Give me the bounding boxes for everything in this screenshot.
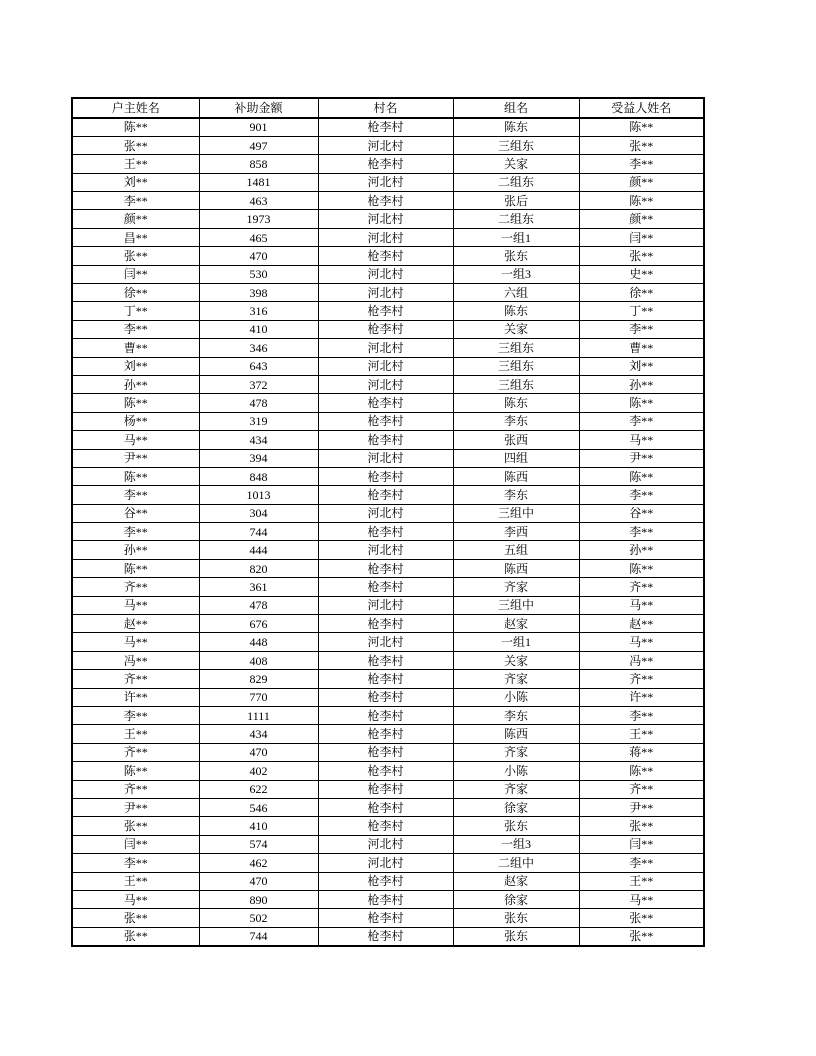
table-row	[72, 504, 704, 522]
table-cell: 河北村	[318, 541, 453, 559]
table-cell: 361	[199, 578, 318, 596]
table-row	[72, 670, 704, 688]
table-cell: 316	[199, 302, 318, 320]
table-cell: 三组东	[453, 357, 579, 375]
header-cell: 村名	[318, 98, 453, 118]
table-cell: 陈东	[453, 394, 579, 412]
table-cell: 李**	[579, 486, 704, 504]
table-cell: 陈**	[579, 559, 704, 577]
table-cell: 三组中	[453, 596, 579, 614]
table-cell: 刘**	[72, 173, 199, 191]
table-cell: 河北村	[318, 633, 453, 651]
table-cell: 齐**	[579, 780, 704, 798]
table-row	[72, 817, 704, 835]
table-cell: 丁**	[579, 302, 704, 320]
table-cell: 马**	[72, 890, 199, 908]
table-cell: 530	[199, 265, 318, 283]
table-row	[72, 872, 704, 890]
table-cell: 一组3	[453, 265, 579, 283]
header-row	[72, 98, 704, 118]
table-cell: 颜**	[72, 210, 199, 228]
table-cell: 李**	[72, 192, 199, 210]
table-cell: 徐**	[579, 284, 704, 302]
table-cell: 枪李村	[318, 798, 453, 816]
table-cell: 张**	[579, 136, 704, 154]
table-cell: 890	[199, 890, 318, 908]
table-row	[72, 320, 704, 338]
table-cell: 马**	[579, 596, 704, 614]
table-cell: 398	[199, 284, 318, 302]
table-cell: 1111	[199, 707, 318, 725]
table-cell: 二组东	[453, 210, 579, 228]
table-cell: 齐**	[579, 670, 704, 688]
table-cell: 陈**	[72, 467, 199, 485]
table-cell: 孙**	[72, 375, 199, 393]
table-cell: 枪李村	[318, 467, 453, 485]
table-row	[72, 615, 704, 633]
table-cell: 赵**	[72, 615, 199, 633]
table-row	[72, 210, 704, 228]
table-cell: 河北村	[318, 854, 453, 872]
table-cell: 陈东	[453, 118, 579, 136]
table-cell: 蒋**	[579, 743, 704, 761]
table-cell: 1481	[199, 173, 318, 191]
table-cell: 李**	[579, 412, 704, 430]
table-cell: 张**	[72, 136, 199, 154]
table-row	[72, 173, 704, 191]
table-cell: 张西	[453, 431, 579, 449]
table-cell: 五组	[453, 541, 579, 559]
table-cell: 枪李村	[318, 118, 453, 136]
table-cell: 张**	[72, 247, 199, 265]
table-cell: 346	[199, 339, 318, 357]
table-row	[72, 798, 704, 816]
table-cell: 一组3	[453, 835, 579, 853]
table-cell: 470	[199, 743, 318, 761]
table-row	[72, 909, 704, 927]
table-cell: 643	[199, 357, 318, 375]
table-cell: 408	[199, 651, 318, 669]
table-cell: 402	[199, 762, 318, 780]
table-cell: 陈西	[453, 559, 579, 577]
table-row	[72, 780, 704, 798]
table-cell: 齐**	[72, 743, 199, 761]
table-row	[72, 762, 704, 780]
table-row	[72, 431, 704, 449]
table-cell: 枪李村	[318, 431, 453, 449]
table-cell: 尹**	[72, 449, 199, 467]
table-cell: 刘**	[72, 357, 199, 375]
table-cell: 448	[199, 633, 318, 651]
table-cell: 陈**	[579, 118, 704, 136]
table-cell: 546	[199, 798, 318, 816]
table-cell: 478	[199, 596, 318, 614]
header-cell: 户主姓名	[72, 98, 199, 118]
table-row	[72, 486, 704, 504]
table-cell: 六组	[453, 284, 579, 302]
table-cell: 齐家	[453, 670, 579, 688]
table-cell: 陈**	[72, 118, 199, 136]
table-cell: 434	[199, 431, 318, 449]
table-cell: 枪李村	[318, 192, 453, 210]
table-row	[72, 688, 704, 706]
table-cell: 小陈	[453, 762, 579, 780]
table-cell: 枪李村	[318, 615, 453, 633]
table-cell: 陈西	[453, 467, 579, 485]
table-cell: 河北村	[318, 173, 453, 191]
table-cell: 关家	[453, 651, 579, 669]
table-cell: 470	[199, 247, 318, 265]
table-row	[72, 927, 704, 945]
table-cell: 齐家	[453, 780, 579, 798]
table-cell: 372	[199, 375, 318, 393]
table-cell: 刘**	[579, 357, 704, 375]
table-cell: 770	[199, 688, 318, 706]
table-cell: 三组东	[453, 136, 579, 154]
table-cell: 河北村	[318, 375, 453, 393]
table-cell: 枪李村	[318, 688, 453, 706]
table-cell: 尹**	[72, 798, 199, 816]
table-row	[72, 559, 704, 577]
table-row	[72, 707, 704, 725]
table-row	[72, 890, 704, 908]
table-cell: 744	[199, 523, 318, 541]
header-cell: 补助金额	[199, 98, 318, 118]
table-cell: 枪李村	[318, 670, 453, 688]
table-cell: 颜**	[579, 173, 704, 191]
table-cell: 河北村	[318, 339, 453, 357]
table-cell: 孙**	[579, 541, 704, 559]
table-cell: 王**	[579, 872, 704, 890]
table-cell: 枪李村	[318, 927, 453, 945]
table-cell: 1973	[199, 210, 318, 228]
table-cell: 齐家	[453, 578, 579, 596]
table-cell: 462	[199, 854, 318, 872]
table-cell: 304	[199, 504, 318, 522]
table-cell: 枪李村	[318, 890, 453, 908]
table-row	[72, 357, 704, 375]
table-cell: 张**	[579, 927, 704, 945]
table-cell: 河北村	[318, 210, 453, 228]
table-cell: 枪李村	[318, 817, 453, 835]
table-cell: 1013	[199, 486, 318, 504]
table-cell: 478	[199, 394, 318, 412]
table-cell: 枪李村	[318, 707, 453, 725]
table-cell: 徐家	[453, 890, 579, 908]
table-cell: 李**	[72, 486, 199, 504]
table-cell: 河北村	[318, 504, 453, 522]
table-cell: 马**	[72, 596, 199, 614]
table-cell: 张东	[453, 817, 579, 835]
table-cell: 王**	[72, 155, 199, 173]
table-cell: 马**	[72, 431, 199, 449]
table-row	[72, 449, 704, 467]
table-cell: 孙**	[579, 375, 704, 393]
table-cell: 河北村	[318, 228, 453, 246]
table-cell: 史**	[579, 265, 704, 283]
table-cell: 枪李村	[318, 412, 453, 430]
table-row	[72, 247, 704, 265]
table-cell: 齐**	[72, 578, 199, 596]
table-cell: 张东	[453, 927, 579, 945]
table-row	[72, 136, 704, 154]
table-row	[72, 854, 704, 872]
table-cell: 一组1	[453, 228, 579, 246]
table-cell: 关家	[453, 320, 579, 338]
table-cell: 齐**	[72, 670, 199, 688]
table-row	[72, 394, 704, 412]
table-cell: 枪李村	[318, 559, 453, 577]
table-cell: 497	[199, 136, 318, 154]
table-cell: 昌**	[72, 228, 199, 246]
table-cell: 谷**	[579, 504, 704, 522]
table-cell: 赵**	[579, 615, 704, 633]
table-cell: 李**	[579, 854, 704, 872]
table-cell: 848	[199, 467, 318, 485]
table-cell: 四组	[453, 449, 579, 467]
table-cell: 463	[199, 192, 318, 210]
table-cell: 孙**	[72, 541, 199, 559]
table-cell: 丁**	[72, 302, 199, 320]
table-cell: 颜**	[579, 210, 704, 228]
table-cell: 闫**	[579, 228, 704, 246]
table-cell: 三组中	[453, 504, 579, 522]
table-row	[72, 725, 704, 743]
table-cell: 676	[199, 615, 318, 633]
table-cell: 小陈	[453, 688, 579, 706]
table-cell: 858	[199, 155, 318, 173]
table-cell: 李**	[579, 707, 704, 725]
table-cell: 李**	[72, 320, 199, 338]
table-row	[72, 228, 704, 246]
table-cell: 陈**	[579, 394, 704, 412]
table-cell: 枪李村	[318, 762, 453, 780]
table-row	[72, 523, 704, 541]
table-cell: 三组东	[453, 375, 579, 393]
table-row	[72, 375, 704, 393]
subsidy-table	[71, 97, 705, 947]
table-cell: 枪李村	[318, 155, 453, 173]
table-cell: 枪李村	[318, 743, 453, 761]
table-row	[72, 339, 704, 357]
table-cell: 枪李村	[318, 909, 453, 927]
table-cell: 张**	[72, 927, 199, 945]
table-cell: 444	[199, 541, 318, 559]
table-cell: 三组东	[453, 339, 579, 357]
table-row	[72, 651, 704, 669]
table-cell: 陈东	[453, 302, 579, 320]
table-cell: 马**	[579, 431, 704, 449]
table-cell: 622	[199, 780, 318, 798]
table-cell: 河北村	[318, 284, 453, 302]
table-cell: 尹**	[579, 449, 704, 467]
table-cell: 徐**	[72, 284, 199, 302]
table-cell: 马**	[579, 890, 704, 908]
table-row	[72, 743, 704, 761]
table-cell: 901	[199, 118, 318, 136]
table-cell: 枪李村	[318, 320, 453, 338]
table-cell: 陈**	[579, 467, 704, 485]
table-cell: 关家	[453, 155, 579, 173]
table-cell: 李**	[579, 155, 704, 173]
table-row	[72, 596, 704, 614]
header-cell: 组名	[453, 98, 579, 118]
table-cell: 李**	[72, 523, 199, 541]
table-cell: 王**	[579, 725, 704, 743]
table-cell: 二组中	[453, 854, 579, 872]
table-cell: 张后	[453, 192, 579, 210]
table-cell: 闫**	[579, 835, 704, 853]
table-cell: 闫**	[72, 265, 199, 283]
table-cell: 枪李村	[318, 247, 453, 265]
table-cell: 马**	[579, 633, 704, 651]
table-cell: 张东	[453, 909, 579, 927]
table-cell: 冯**	[579, 651, 704, 669]
table-cell: 李**	[579, 523, 704, 541]
table-cell: 李西	[453, 523, 579, 541]
table-cell: 枪李村	[318, 394, 453, 412]
table-cell: 李东	[453, 486, 579, 504]
table-cell: 829	[199, 670, 318, 688]
table-cell: 李东	[453, 412, 579, 430]
table-cell: 尹**	[579, 798, 704, 816]
table-row	[72, 541, 704, 559]
table-cell: 394	[199, 449, 318, 467]
table-cell: 陈**	[579, 192, 704, 210]
table-cell: 陈**	[72, 559, 199, 577]
table-cell: 王**	[72, 872, 199, 890]
table-cell: 枪李村	[318, 302, 453, 320]
table-cell: 枪李村	[318, 872, 453, 890]
table-row	[72, 578, 704, 596]
table-body	[72, 118, 704, 946]
table-cell: 二组东	[453, 173, 579, 191]
table-cell: 赵家	[453, 872, 579, 890]
table-row	[72, 467, 704, 485]
table-cell: 张**	[72, 909, 199, 927]
table-cell: 枪李村	[318, 651, 453, 669]
table-cell: 陈**	[579, 762, 704, 780]
table-cell: 枪李村	[318, 578, 453, 596]
table-cell: 陈**	[72, 394, 199, 412]
table-cell: 李**	[72, 854, 199, 872]
table-cell: 410	[199, 320, 318, 338]
table-cell: 820	[199, 559, 318, 577]
table-cell: 杨**	[72, 412, 199, 430]
header-cell: 受益人姓名	[579, 98, 704, 118]
table-cell: 河北村	[318, 596, 453, 614]
table-cell: 王**	[72, 725, 199, 743]
table-cell: 河北村	[318, 357, 453, 375]
table-row	[72, 192, 704, 210]
table-cell: 319	[199, 412, 318, 430]
table-cell: 502	[199, 909, 318, 927]
table-cell: 李东	[453, 707, 579, 725]
table-cell: 许**	[72, 688, 199, 706]
table-row	[72, 265, 704, 283]
table-cell: 574	[199, 835, 318, 853]
table-cell: 曹**	[72, 339, 199, 357]
table-cell: 枪李村	[318, 523, 453, 541]
table-cell: 李**	[579, 320, 704, 338]
table-cell: 齐**	[579, 578, 704, 596]
table-cell: 闫**	[72, 835, 199, 853]
table-row	[72, 412, 704, 430]
table-cell: 434	[199, 725, 318, 743]
table-row	[72, 118, 704, 136]
table-cell: 李**	[72, 707, 199, 725]
table-cell: 张**	[579, 909, 704, 927]
table-cell: 许**	[579, 688, 704, 706]
table-cell: 河北村	[318, 835, 453, 853]
table-cell: 744	[199, 927, 318, 945]
table-cell: 齐**	[72, 780, 199, 798]
table-cell: 枪李村	[318, 780, 453, 798]
table-cell: 河北村	[318, 265, 453, 283]
table-cell: 徐家	[453, 798, 579, 816]
table-cell: 张东	[453, 247, 579, 265]
table-cell: 张**	[579, 817, 704, 835]
table-cell: 曹**	[579, 339, 704, 357]
table-cell: 冯**	[72, 651, 199, 669]
table-cell: 张**	[72, 817, 199, 835]
table-cell: 陈**	[72, 762, 199, 780]
table-cell: 河北村	[318, 449, 453, 467]
table-cell: 马**	[72, 633, 199, 651]
table-cell: 枪李村	[318, 725, 453, 743]
table-cell: 470	[199, 872, 318, 890]
table-row	[72, 302, 704, 320]
table-row	[72, 284, 704, 302]
table-cell: 谷**	[72, 504, 199, 522]
table-cell: 陈西	[453, 725, 579, 743]
table-row	[72, 633, 704, 651]
table-cell: 枪李村	[318, 486, 453, 504]
table-cell: 张**	[579, 247, 704, 265]
table-cell: 齐家	[453, 743, 579, 761]
table-row	[72, 155, 704, 173]
table-cell: 河北村	[318, 136, 453, 154]
table-row	[72, 835, 704, 853]
table-cell: 410	[199, 817, 318, 835]
table-cell: 一组1	[453, 633, 579, 651]
table-cell: 赵家	[453, 615, 579, 633]
table-cell: 465	[199, 228, 318, 246]
